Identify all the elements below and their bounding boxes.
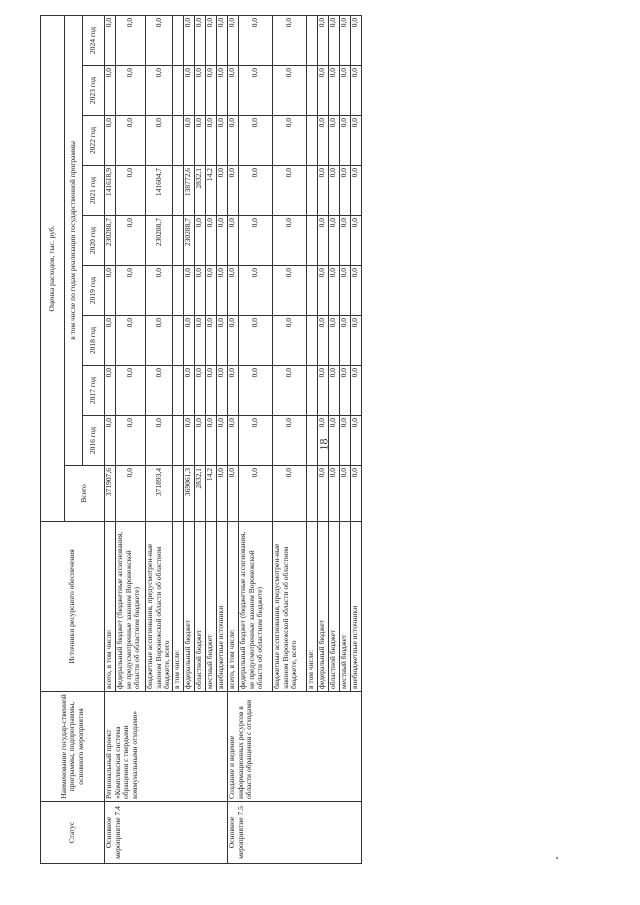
header-year: 2023 год	[83, 66, 105, 116]
value-year: 0,0	[328, 15, 339, 65]
value-year: 0,0	[328, 216, 339, 266]
value-year: 0,0	[105, 15, 116, 65]
value-year: 0,0	[205, 316, 216, 366]
value-year	[172, 15, 183, 65]
value-year: 0,0	[339, 116, 350, 166]
value-year: 0,0	[350, 416, 361, 466]
value-year: 0,0	[238, 166, 272, 216]
value-year: 0,0	[205, 66, 216, 116]
value-year: 0,0	[272, 316, 306, 366]
value-year: 0,0	[238, 366, 272, 416]
value-year: 0,0	[227, 166, 238, 216]
value-year	[172, 116, 183, 166]
value-year: 0,0	[350, 116, 361, 166]
value-year: 0,0	[272, 15, 306, 65]
value-year	[306, 66, 317, 116]
value-year	[306, 166, 317, 216]
value-year: 0,0	[339, 316, 350, 366]
value-year	[306, 316, 317, 366]
value-year: 0,0	[183, 416, 194, 466]
value-total: 0,0	[116, 466, 146, 522]
value-year: 0,0	[183, 15, 194, 65]
value-year: 0,0	[183, 116, 194, 166]
value-year: 0,0	[339, 66, 350, 116]
funding-source: внебюджетные источники	[216, 522, 227, 692]
header-year: 2020 год	[83, 216, 105, 266]
value-year: 0,0	[227, 216, 238, 266]
value-year: 0,0	[205, 216, 216, 266]
value-year: 0,0	[317, 116, 328, 166]
value-year: 0,0	[350, 216, 361, 266]
value-year: 0,0	[216, 266, 227, 316]
value-year: 0,0	[146, 116, 173, 166]
value-total	[172, 466, 183, 522]
value-year: 14,2	[205, 166, 216, 216]
value-total: 2832,1	[194, 466, 205, 522]
value-year: 0,0	[339, 366, 350, 416]
funding-source: федеральный бюджет (бюджетные ассигнования, не предусмотренные законом Воронежской области об областном бюджете)	[238, 522, 272, 692]
funding-source: областной бюджет	[194, 522, 205, 692]
value-year: 0,0	[317, 366, 328, 416]
value-year: 0,0	[146, 266, 173, 316]
value-year: 0,0	[205, 416, 216, 466]
value-year	[172, 416, 183, 466]
value-year: 0,0	[272, 266, 306, 316]
value-year: 230288,7	[183, 216, 194, 266]
value-year: 0,0	[216, 216, 227, 266]
header-year: 2017 год	[83, 366, 105, 416]
value-year	[306, 116, 317, 166]
value-year: 0,0	[146, 366, 173, 416]
rotated-page	[40, 16, 595, 864]
header-year: 2018 год	[83, 316, 105, 366]
value-year: 0,0	[227, 316, 238, 366]
value-year: 0,0	[216, 166, 227, 216]
value-year	[306, 416, 317, 466]
header-total: Всего	[65, 466, 105, 522]
value-total: 0,0	[350, 466, 361, 522]
header-year: 2021 год	[83, 166, 105, 216]
value-year: 0,0	[116, 416, 146, 466]
value-year: 0,0	[272, 416, 306, 466]
funding-source: внебюджетные источники	[350, 522, 361, 692]
value-year	[306, 266, 317, 316]
value-year: 0,0	[116, 66, 146, 116]
value-year: 0,0	[105, 66, 116, 116]
value-year: 0,0	[194, 116, 205, 166]
value-year: 0,0	[317, 316, 328, 366]
value-year: 0,0	[194, 15, 205, 65]
value-year: 0,0	[216, 15, 227, 65]
value-year: 0,0	[227, 15, 238, 65]
value-year: 0,0	[272, 216, 306, 266]
value-year: 141604,7	[146, 166, 173, 216]
funding-source: местный бюджет	[339, 522, 350, 692]
value-year: 0,0	[227, 116, 238, 166]
table-row	[227, 15, 238, 863]
funding-source: всего, в том числе:	[227, 522, 238, 692]
value-year: 0,0	[272, 66, 306, 116]
value-year: 0,0	[116, 316, 146, 366]
value-year: 141618,9	[105, 166, 116, 216]
value-year: 0,0	[216, 316, 227, 366]
value-total: 0,0	[216, 466, 227, 522]
value-year: 138772,6	[183, 166, 194, 216]
value-year: 0,0	[328, 166, 339, 216]
value-year: 0,0	[350, 166, 361, 216]
table-header	[41, 15, 105, 863]
value-year: 0,0	[272, 366, 306, 416]
value-year: 0,0	[227, 266, 238, 316]
value-year: 0,0	[105, 266, 116, 316]
value-year: 0,0	[194, 366, 205, 416]
value-year: 0,0	[272, 166, 306, 216]
value-year	[306, 366, 317, 416]
value-total: 369061,3	[183, 466, 194, 522]
value-year: 0,0	[317, 15, 328, 65]
value-total: 0,0	[339, 466, 350, 522]
value-year: 0,0	[146, 66, 173, 116]
value-year: 0,0	[238, 216, 272, 266]
value-year: 0,0	[216, 66, 227, 116]
value-total: 0,0	[328, 466, 339, 522]
value-year: 0,0	[350, 66, 361, 116]
scan-speck	[556, 857, 558, 859]
funding-source: в том числе:	[306, 522, 317, 692]
measure-status: Основное мероприятие 7.4	[105, 802, 228, 864]
value-year: 0,0	[183, 316, 194, 366]
value-total: 0,0	[227, 466, 238, 522]
value-year: 0,0	[194, 416, 205, 466]
value-year: 0,0	[339, 15, 350, 65]
value-year: 0,0	[272, 116, 306, 166]
funding-source: бюджетные ассигнования, предусмотрен-ные законом Воронежской области об областном бюджете, всего	[272, 522, 306, 692]
value-year: 0,0	[216, 116, 227, 166]
value-year: 0,0	[317, 416, 328, 466]
header-source: Источники ресурсного обеспечения	[41, 522, 105, 692]
value-year	[172, 66, 183, 116]
funding-source: местный бюджет	[205, 522, 216, 692]
value-year: 0,0	[317, 166, 328, 216]
header-estimate: Оценка расходов, тыс. руб.	[41, 15, 65, 521]
value-year: 0,0	[328, 316, 339, 366]
measure-name: Региональный проект «Комплексная система обращения с твердыми коммунальными отходами»	[105, 692, 228, 802]
value-total: 0,0	[317, 466, 328, 522]
value-total: 371907,6	[105, 466, 116, 522]
value-total: 0,0	[272, 466, 306, 522]
value-year: 0,0	[328, 66, 339, 116]
value-total: 371893,4	[146, 466, 173, 522]
value-year	[172, 316, 183, 366]
funding-source: федеральный бюджет	[183, 522, 194, 692]
value-year: 0,0	[227, 366, 238, 416]
value-year: 0,0	[116, 216, 146, 266]
funding-source: бюджетные ассигнования, предусмотрен-ные законом Воронежской области об областном бюджете, всего	[146, 522, 173, 692]
value-year: 0,0	[238, 316, 272, 366]
header-name: Наименование государ-ственной программы, подпрограммы, основного мероприятия	[41, 692, 105, 802]
value-year: 0,0	[116, 366, 146, 416]
value-year	[172, 216, 183, 266]
value-year: 0,0	[317, 66, 328, 116]
funding-source: федеральный бюджет (бюджетные ассигнования, не предусмотренные законом Воронежской области об областном бюджете)	[116, 522, 146, 692]
value-year: 0,0	[339, 216, 350, 266]
value-year: 0,0	[339, 266, 350, 316]
funding-source: всего, в том числе:	[105, 522, 116, 692]
value-year: 0,0	[116, 166, 146, 216]
value-year: 0,0	[350, 15, 361, 65]
funding-source: федеральный бюджет	[317, 522, 328, 692]
value-year: 0,0	[205, 266, 216, 316]
value-year: 0,0	[205, 366, 216, 416]
value-year: 0,0	[183, 66, 194, 116]
value-year: 0,0	[328, 266, 339, 316]
measure-name: Создание и ведение информационных ресурсов в области обращения с отходами	[227, 692, 361, 802]
header-year: 2024 год	[83, 15, 105, 65]
value-year	[172, 266, 183, 316]
table-row	[105, 15, 116, 863]
value-year: 0,0	[194, 266, 205, 316]
value-year: 230288,7	[105, 216, 116, 266]
value-year	[306, 216, 317, 266]
value-year: 0,0	[350, 316, 361, 366]
value-year: 0,0	[105, 416, 116, 466]
value-year: 0,0	[238, 266, 272, 316]
resource-table	[40, 15, 362, 864]
value-year: 0,0	[105, 116, 116, 166]
value-year: 0,0	[350, 366, 361, 416]
value-year: 0,0	[216, 416, 227, 466]
value-total: 14,2	[205, 466, 216, 522]
value-year: 0,0	[183, 266, 194, 316]
page-number: 18	[316, 438, 331, 451]
value-year: 0,0	[328, 366, 339, 416]
value-year: 0,0	[194, 66, 205, 116]
value-year: 0,0	[238, 116, 272, 166]
value-year: 0,0	[339, 166, 350, 216]
value-year: 0,0	[339, 416, 350, 466]
value-year: 0,0	[328, 116, 339, 166]
value-year: 0,0	[317, 216, 328, 266]
value-year	[306, 15, 317, 65]
value-year: 0,0	[194, 216, 205, 266]
value-year: 0,0	[238, 66, 272, 116]
value-year: 0,0	[227, 416, 238, 466]
value-year	[172, 166, 183, 216]
header-year: 2022 год	[83, 116, 105, 166]
value-year: 0,0	[116, 266, 146, 316]
value-year: 0,0	[194, 316, 205, 366]
value-year: 0,0	[216, 366, 227, 416]
value-year: 0,0	[238, 416, 272, 466]
value-year: 0,0	[116, 116, 146, 166]
measure-status: Основное мероприятие 7.5	[227, 802, 361, 864]
value-year: 0,0	[105, 316, 116, 366]
value-year: 0,0	[183, 366, 194, 416]
table-body	[105, 15, 362, 863]
value-total	[306, 466, 317, 522]
value-year: 0,0	[105, 366, 116, 416]
value-year	[172, 366, 183, 416]
value-year: 0,0	[227, 66, 238, 116]
value-year: 0,0	[146, 316, 173, 366]
header-year: 2016 год	[83, 416, 105, 466]
value-year: 0,0	[205, 116, 216, 166]
header-by-years: в том числе по годам реализации государственной программы	[65, 15, 83, 465]
value-year: 0,0	[328, 416, 339, 466]
value-year: 0,0	[116, 15, 146, 65]
value-year: 0,0	[350, 266, 361, 316]
funding-source: областной бюджет	[328, 522, 339, 692]
value-year: 2832,1	[194, 166, 205, 216]
value-total: 0,0	[238, 466, 272, 522]
value-year: 0,0	[146, 15, 173, 65]
value-year: 230288,7	[146, 216, 173, 266]
header-status: Статус	[41, 802, 105, 864]
value-year: 0,0	[146, 416, 173, 466]
value-year: 0,0	[205, 15, 216, 65]
value-year: 0,0	[317, 266, 328, 316]
value-year: 0,0	[238, 15, 272, 65]
header-year: 2019 год	[83, 266, 105, 316]
funding-source: в том числе:	[172, 522, 183, 692]
